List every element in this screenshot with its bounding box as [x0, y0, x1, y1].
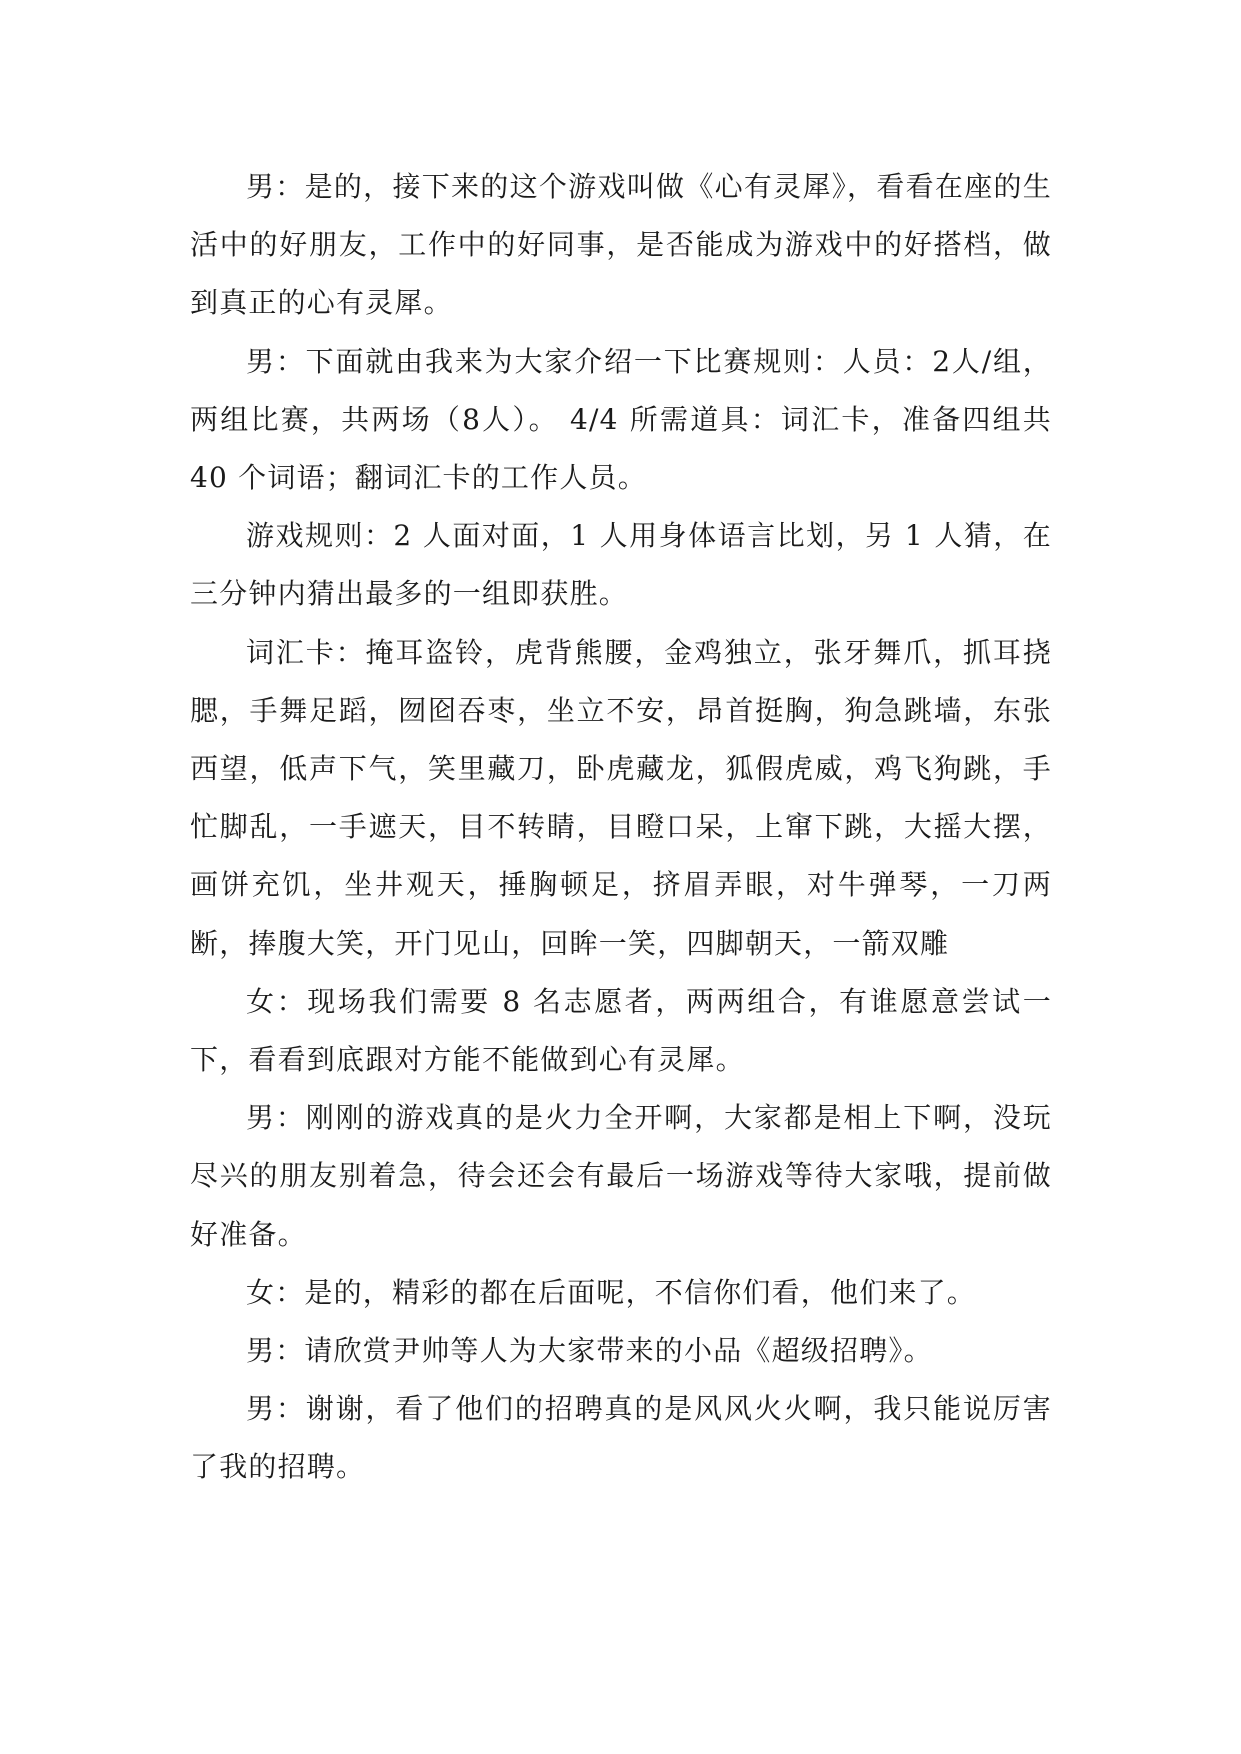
paragraph: 男：下面就由我来为大家介绍一下比赛规则：人员：2人/组，两组比赛，共两场（8人）。 4/4 所需道具：词汇卡，准备四组共 40 个词语；翻词汇卡的工作人员。	[190, 344, 1052, 495]
paragraph: 女：是的，精彩的都在后面呢，不信你们看，他们来了。	[246, 1275, 977, 1309]
document-body	[190, 158, 1052, 1497]
paragraph: 游戏规则：2 人面对面，1 人用身体语言比划，另 1 人猜，在三分钟内猜出最多的一组即获胜。	[190, 519, 1052, 611]
paragraph: 男：请欣赏尹帅等人为大家带来的小品《超级招聘》。	[246, 1334, 933, 1368]
paragraph: 男：谢谢，看了他们的招聘真的是风风火火啊，我只能说厉害了我的招聘。	[190, 1392, 1052, 1484]
paragraph: 女：现场我们需要 8 名志愿者，两两组合，有谁愿意尝试一下，看看到底跟对方能不能做到心有灵犀。	[190, 984, 1052, 1077]
paragraph: 词汇卡：掩耳盗铃，虎背熊腰，金鸡独立，张牙舞爪，抓耳挠腮，手舞足蹈，囫囵吞枣，坐立不安，昂首挺胸，狗急跳墙，东张西望，低声下气，笑里藏刀，卧虎藏龙，狐假虎威，鸡飞狗跳，手忙脚乱，一手遮天，目不转睛，目瞪口呆，上窜下跳，大摇大摆，画饼充饥，坐井观天，捶胸顿足，挤眉弄眼，对牛弹琴，一刀两断，捧腹大笑，开门见山，回眸一笑，四脚朝天，一箭双雕	[190, 635, 1052, 960]
paragraph: 男：刚刚的游戏真的是火力全开啊，大家都是相上下啊，没玩尽兴的朋友别着急，待会还会有最后一场游戏等待大家哦，提前做好准备。	[190, 1101, 1052, 1251]
paragraph: 男：是的，接下来的这个游戏叫做《心有灵犀》，看看在座的生活中的好朋友，工作中的好同事，是否能成为游戏中的好搭档，做到真正的心有灵犀。	[190, 170, 1052, 320]
